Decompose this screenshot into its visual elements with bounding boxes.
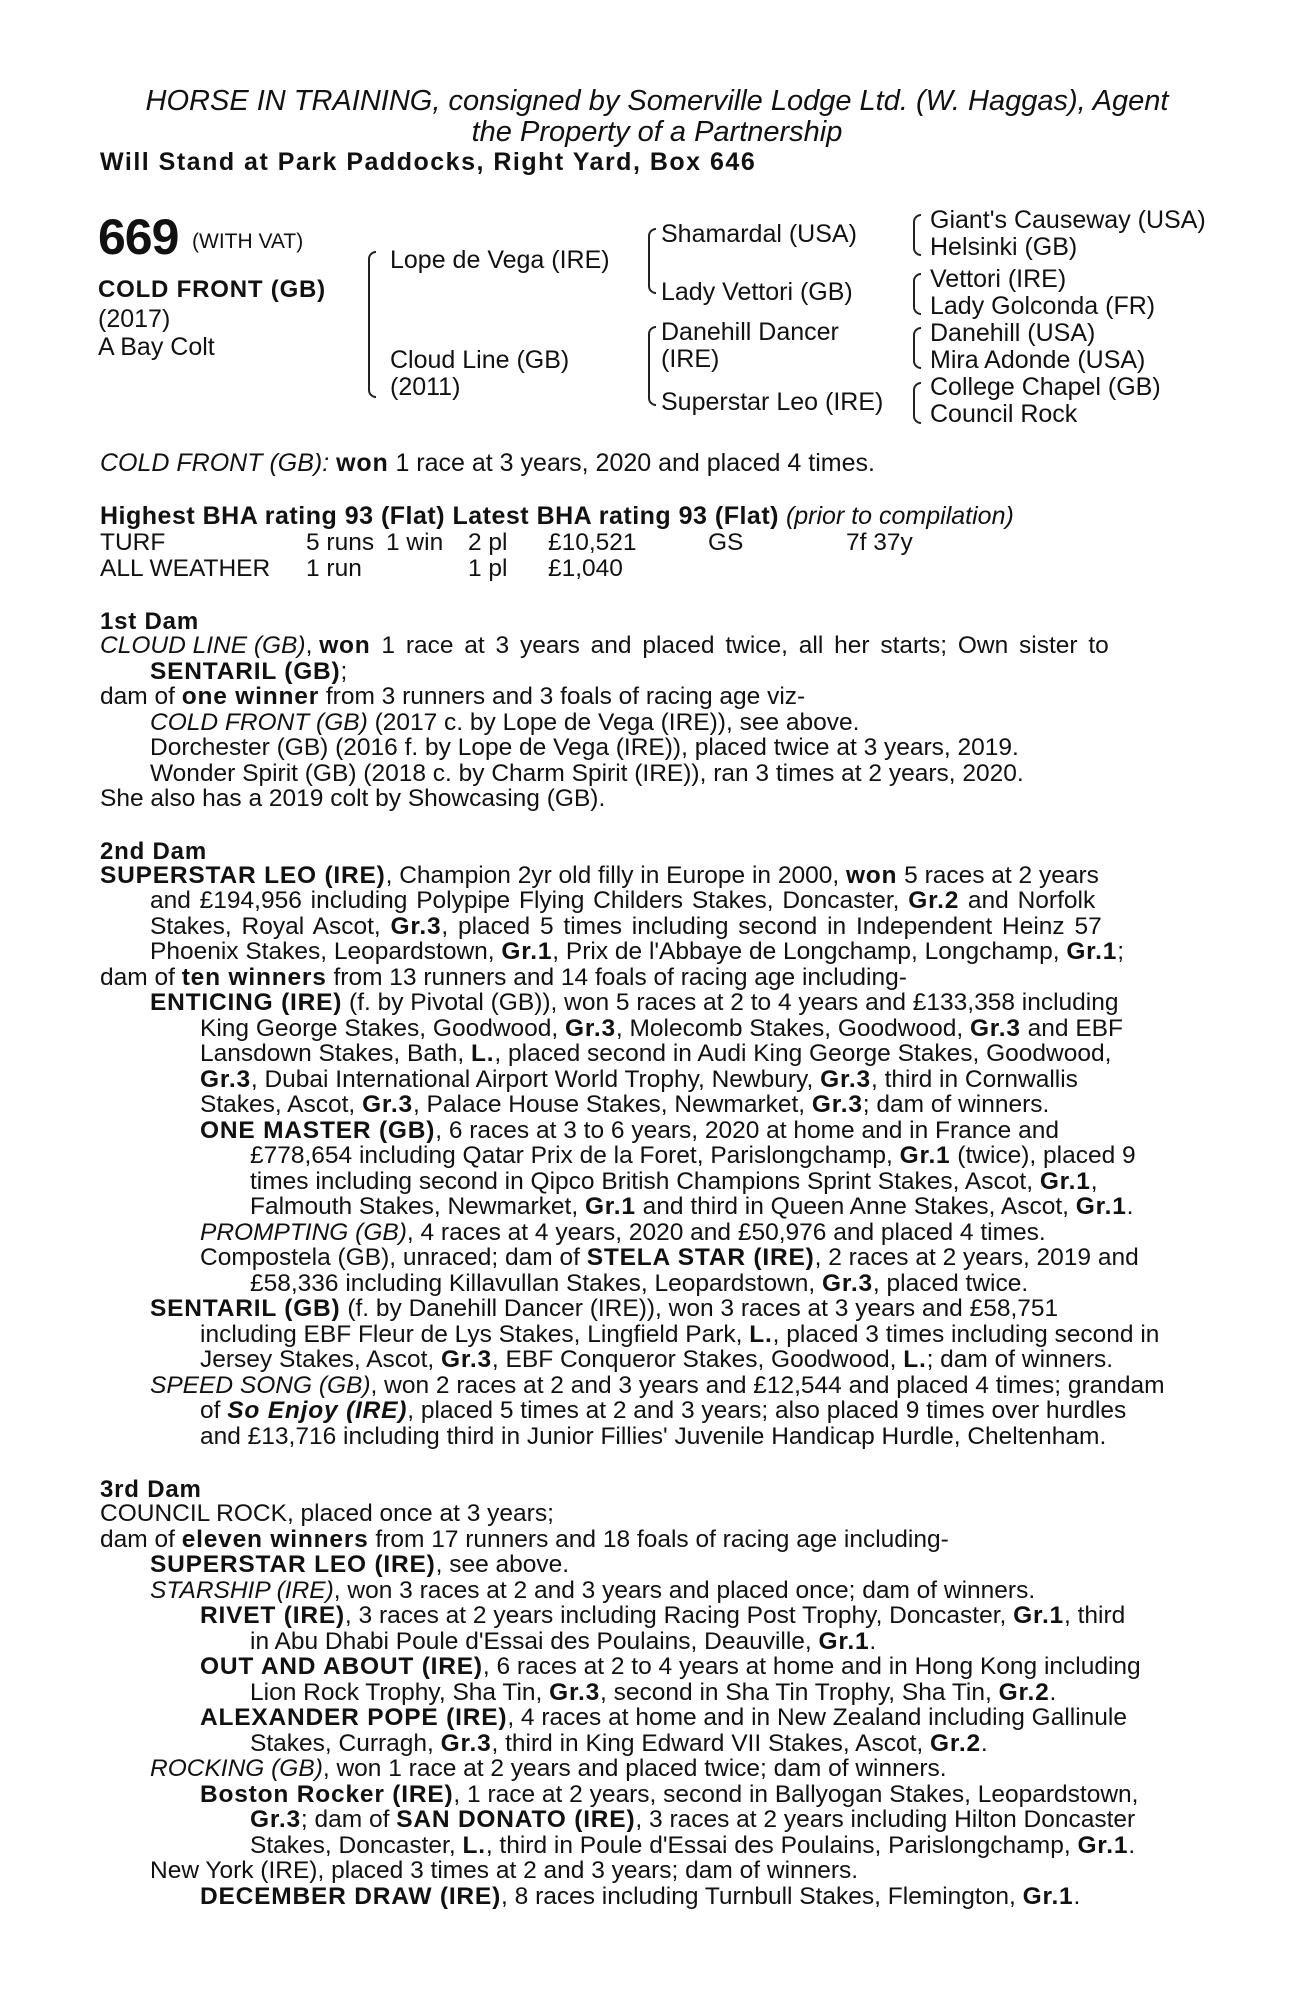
aw-earnings: £1,040 <box>548 555 623 582</box>
aw-runs: 1 run <box>306 555 362 582</box>
turf-distance: 7f 37y <box>846 529 913 556</box>
pedigree-dd: Superstar Leo (IRE) <box>661 388 884 416</box>
stand-line: Will Stand at Park Paddocks, Right Yard, Box 646 <box>100 148 757 176</box>
first-dam-line: dam of one winner from 3 runners and 3 foals of racing age viz- <box>100 683 806 710</box>
first-dam-heading: 1st Dam <box>100 608 199 635</box>
third-dam-line: Lion Rock Trophy, Sha Tin, Gr.3, second in Sha Tin Trophy, Sha Tin, Gr.2. <box>250 1679 1057 1706</box>
second-dam-line: Stakes, Royal Ascot, Gr.3, placed 5 times including second in Independent Heinz 57 <box>150 913 1102 940</box>
pedigree-dam-year: (2011) <box>390 373 461 401</box>
third-dam-line: SUPERSTAR LEO (IRE), see above. <box>150 1551 570 1578</box>
pedigree-sdd: Lady Golconda (FR) <box>930 292 1156 320</box>
pedigree-ddd: Council Rock <box>930 400 1078 428</box>
second-dam-line: of So Enjoy (IRE), placed 5 times at 2 and 3 years; also placed 9 times over hurdles <box>200 1397 1127 1424</box>
aw-label: ALL WEATHER <box>100 555 271 582</box>
aw-placed: 1 pl <box>468 555 508 582</box>
third-dam-line: in Abu Dhabi Poule d'Essai des Poulains, Deauville, Gr.1. <box>250 1628 877 1655</box>
first-dam-line: COLD FRONT (GB) (2017 c. by Lope de Vega (IRE)), see above. <box>150 709 860 736</box>
turf-wins: 1 win <box>386 529 444 556</box>
horse-description: A Bay Colt <box>98 333 215 361</box>
pedigree-brace-sire <box>648 228 656 294</box>
third-dam-line: Gr.3; dam of SAN DONATO (IRE), 3 races at 2 years including Hilton Doncaster <box>250 1806 1136 1833</box>
consignor-line: HORSE IN TRAINING, consigned by Somerville Lodge Ltd. (W. Haggas), Agent <box>145 85 1169 117</box>
pedigree-sire: Lope de Vega (IRE) <box>390 246 610 274</box>
second-dam-line: £778,654 including Qatar Prix de la Foret, Parislongchamp, Gr.1 (twice), placed 9 <box>250 1142 1136 1169</box>
pedigree-brace-dd <box>913 382 921 424</box>
pedigree-ds: Danehill Dancer <box>661 318 839 346</box>
first-dam-line: She also has a 2019 colt by Showcasing (GB). <box>100 785 606 812</box>
pedigree-dss: Danehill (USA) <box>930 319 1096 347</box>
second-dam-line: and £13,716 including third in Junior Fillies' Juvenile Handicap Hurdle, Cheltenham. <box>200 1423 1107 1450</box>
first-dam-line: SENTARIL (GB); <box>150 658 348 685</box>
third-dam-line: DECEMBER DRAW (IRE), 8 races including Turnbull Stakes, Flemington, Gr.1. <box>200 1883 1081 1910</box>
third-dam-line: Stakes, Curragh, Gr.3, third in King Edward VII Stakes, Ascot, Gr.2. <box>250 1730 988 1757</box>
second-dam-line: Lansdown Stakes, Bath, L., placed second in Audi King George Stakes, Goodwood, <box>200 1040 1112 1067</box>
pedigree-sd: Lady Vettori (GB) <box>661 278 853 306</box>
pedigree-brace-ss <box>913 214 921 256</box>
pedigree-brace-dam <box>648 326 656 406</box>
second-dam-line: Jersey Stakes, Ascot, Gr.3, EBF Conqueror Stakes, Goodwood, L.; dam of winners. <box>200 1346 1114 1373</box>
third-dam-line: ROCKING (GB), won 1 race at 2 years and placed twice; dam of winners. <box>150 1755 947 1782</box>
pedigree-dam: Cloud Line (GB) <box>390 346 570 374</box>
pedigree-sds: Vettori (IRE) <box>930 265 1067 293</box>
pedigree-ssd: Helsinki (GB) <box>930 233 1078 261</box>
pedigree-dsd: Mira Adonde (USA) <box>930 346 1146 374</box>
second-dam-line: Gr.3, Dubai International Airport World Trophy, Newbury, Gr.3, third in Cornwallis <box>200 1066 1078 1093</box>
second-dam-line: Falmouth Stakes, Newmarket, Gr.1 and third in Queen Anne Stakes, Ascot, Gr.1. <box>250 1193 1134 1220</box>
pedigree-brace-ds <box>913 327 921 369</box>
third-dam-line: RIVET (IRE), 3 races at 2 years including Racing Post Trophy, Doncaster, Gr.1, third <box>200 1602 1126 1629</box>
second-dam-line: ENTICING (IRE) (f. by Pivotal (GB)), won 5 races at 2 to 4 years and £133,358 including <box>150 989 1119 1016</box>
third-dam-heading: 3rd Dam <box>100 1476 202 1503</box>
pedigree-ds-2: (IRE) <box>661 345 720 373</box>
pedigree-dds: College Chapel (GB) <box>930 373 1161 401</box>
pedigree-brace-main <box>368 251 376 398</box>
second-dam-line: and £194,956 including Polypipe Flying Childers Stakes, Doncaster, Gr.2 and Norfolk <box>150 887 1096 914</box>
pedigree-brace-sd <box>913 273 921 315</box>
second-dam-line: times including second in Qipco British Champions Sprint Stakes, Ascot, Gr.1, <box>250 1168 1098 1195</box>
pedigree-ss: Shamardal (USA) <box>661 220 857 248</box>
second-dam-line: SUPERSTAR LEO (IRE), Champion 2yr old filly in Europe in 2000, won 5 races at 2 years <box>100 862 1099 889</box>
horse-year: (2017) <box>98 305 171 333</box>
turf-label: TURF <box>100 529 166 556</box>
second-dam-line: PROMPTING (GB), 4 races at 4 years, 2020 and £50,976 and placed 4 times. <box>200 1219 1046 1246</box>
third-dam-line: STARSHIP (IRE), won 3 races at 2 and 3 years and placed once; dam of winners. <box>150 1577 1036 1604</box>
third-dam-line: COUNCIL ROCK, placed once at 3 years; <box>100 1500 554 1527</box>
property-line: the Property of a Partnership <box>471 116 843 148</box>
pedigree-sss: Giant's Causeway (USA) <box>930 206 1206 234</box>
second-dam-line: ONE MASTER (GB), 6 races at 3 to 6 years, 2020 at home and in France and <box>200 1117 1059 1144</box>
third-dam-line: Stakes, Doncaster, L., third in Poule d'Essai des Poulains, Parislongchamp, Gr.1. <box>250 1832 1136 1859</box>
second-dam-line: King George Stakes, Goodwood, Gr.3, Molecomb Stakes, Goodwood, Gr.3 and EBF <box>200 1015 1123 1042</box>
turf-runs: 5 runs <box>306 529 375 556</box>
lot-number: 669 <box>98 209 179 265</box>
first-dam-line: Wonder Spirit (GB) (2018 c. by Charm Spirit (IRE)), ran 3 times at 2 years, 2020. <box>150 760 1024 787</box>
second-dam-line: SPEED SONG (GB), won 2 races at 2 and 3 years and £12,544 and placed 4 times; grandam <box>150 1372 1165 1399</box>
third-dam-line: Boston Rocker (IRE), 1 race at 2 years, second in Ballyogan Stakes, Leopardstown, <box>200 1781 1139 1808</box>
turf-placed: 2 pl <box>468 529 508 556</box>
second-dam-line: SENTARIL (GB) (f. by Danehill Dancer (IRE)), won 3 races at 3 years and £58,751 <box>150 1295 1059 1322</box>
second-dam-line: Phoenix Stakes, Leopardstown, Gr.1, Prix de l'Abbaye de Longchamp, Longchamp, Gr.1; <box>150 938 1125 965</box>
first-dam-line: CLOUD LINE (GB), won 1 race at 3 years and placed twice, all her starts; Own sister to <box>100 632 1109 659</box>
race-summary: COLD FRONT (GB): won 1 race at 3 years, 2020 and placed 4 times. <box>100 449 875 477</box>
horse-name: COLD FRONT (GB) <box>98 276 326 303</box>
second-dam-heading: 2nd Dam <box>100 838 207 865</box>
second-dam-line: dam of ten winners from 13 runners and 14 foals of racing age including- <box>100 964 907 991</box>
ratings-heading: Highest BHA rating 93 (Flat) Latest BHA rating 93 (Flat) (prior to compilation) <box>100 502 1014 530</box>
vat-note: (WITH VAT) <box>192 230 304 253</box>
first-dam-line: Dorchester (GB) (2016 f. by Lope de Vega (IRE)), placed twice at 3 years, 2019. <box>150 734 1019 761</box>
third-dam-line: dam of eleven winners from 17 runners and 18 foals of racing age including- <box>100 1526 949 1553</box>
second-dam-line: £58,336 including Killavullan Stakes, Leopardstown, Gr.3, placed twice. <box>250 1270 1029 1297</box>
second-dam-line: including EBF Fleur de Lys Stakes, Lingfield Park, L., placed 3 times including second in <box>200 1321 1160 1348</box>
second-dam-line: Stakes, Ascot, Gr.3, Palace House Stakes, Newmarket, Gr.3; dam of winners. <box>200 1091 1050 1118</box>
second-dam-line: Compostela (GB), unraced; dam of STELA STAR (IRE), 2 races at 2 years, 2019 and <box>200 1244 1139 1271</box>
third-dam-line: ALEXANDER POPE (IRE), 4 races at home and in New Zealand including Gallinule <box>200 1704 1127 1731</box>
third-dam-line: New York (IRE), placed 3 times at 2 and 3 years; dam of winners. <box>150 1857 859 1884</box>
third-dam-line: OUT AND ABOUT (IRE), 6 races at 2 to 4 years at home and in Hong Kong including <box>200 1653 1141 1680</box>
turf-going: GS <box>708 529 744 556</box>
turf-earnings: £10,521 <box>548 529 637 556</box>
